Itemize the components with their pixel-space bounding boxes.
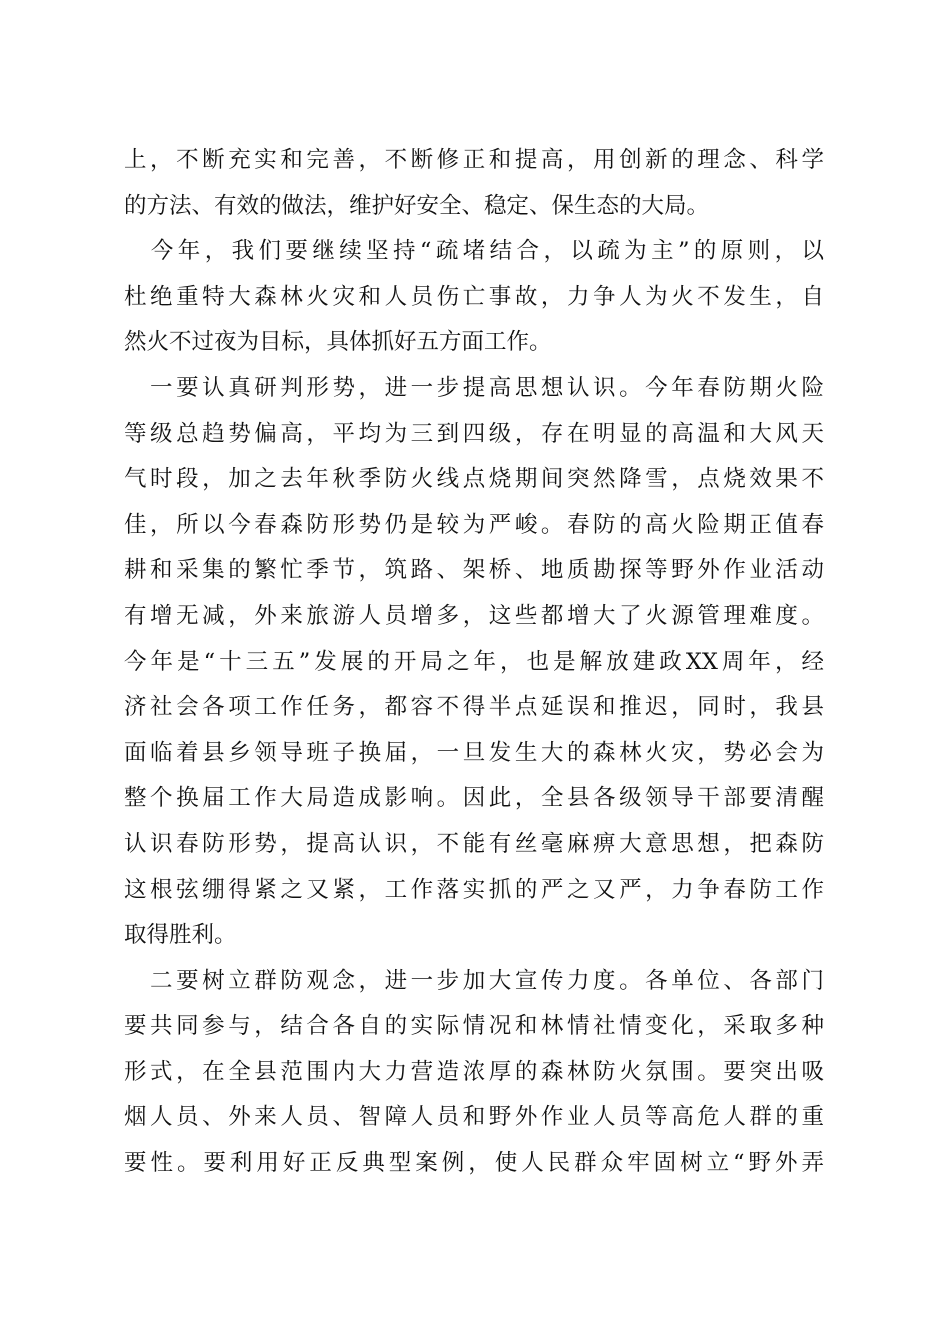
text-line: 形式，在全县范围内大力营造浓厚的森林防火氛围。要突出吸 [124, 1058, 824, 1085]
text-line: 一要认真研判形势，进一步提高思想认识。今年春防期火险 [124, 374, 824, 401]
text-line: 整个换届工作大局造成影响。因此，全县各级领导干部要清醒 [124, 785, 824, 812]
text-line: 耕和采集的繁忙季节，筑路、架桥、地质勘探等野外作业活动 [124, 557, 824, 584]
text-line: 气时段，加之去年秋季防火线点烧期间突然降雪，点烧效果不 [124, 466, 824, 493]
text-line: 今年是“十三五”发展的开局之年，也是解放建政XX周年，经 [124, 648, 824, 675]
text-line: 二要树立群防观念，进一步加大宣传力度。各单位、各部门 [124, 967, 824, 994]
text-line: 济社会各项工作任务，都容不得半点延误和推迟，同时，我县 [124, 694, 824, 721]
body-text [124, 138, 824, 1187]
text-line: 杜绝重特大森林火灾和人员伤亡事故，力争人为火不发生，自 [124, 283, 824, 310]
text-line: 今年，我们要继续坚持“疏堵结合，以疏为主”的原则，以 [124, 238, 824, 265]
text-line: 面临着县乡领导班子换届，一旦发生大的森林火灾，势必会为 [124, 739, 824, 766]
text-line: 然火不过夜为目标，具体抓好五方面工作。 [124, 329, 552, 356]
text-line: 有增无减，外来旅游人员增多，这些都增大了火源管理难度。 [124, 602, 824, 629]
text-line: 要共同参与，结合各自的实际情况和林情社情变化，采取多种 [124, 1013, 824, 1040]
text-line: 认识春防形势，提高认识，不能有丝毫麻痹大意思想，把森防 [124, 830, 824, 857]
text-line: 的方法、有效的做法，维护好安全、稳定、保生态的大局。 [124, 192, 710, 219]
text-line: 上，不断充实和完善，不断修正和提高，用创新的理念、科学 [124, 147, 824, 173]
text-line: 佳，所以今春森防形势仍是较为严峻。春防的高火险期正值春 [124, 511, 824, 538]
text-line: 等级总趋势偏高，平均为三到四级，存在明显的高温和大风天 [124, 420, 824, 447]
text-line: 要性。要利用好正反典型案例，使人民群众牢固树立“野外弄 [124, 1150, 824, 1177]
text-line: 这根弦绷得紧之又紧，工作落实抓的严之又严，力争春防工作 [124, 876, 824, 903]
text-line: 取得胜利。 [124, 922, 237, 949]
text-line: 烟人员、外来人员、智障人员和野外作业人员等高危人群的重 [124, 1104, 824, 1131]
